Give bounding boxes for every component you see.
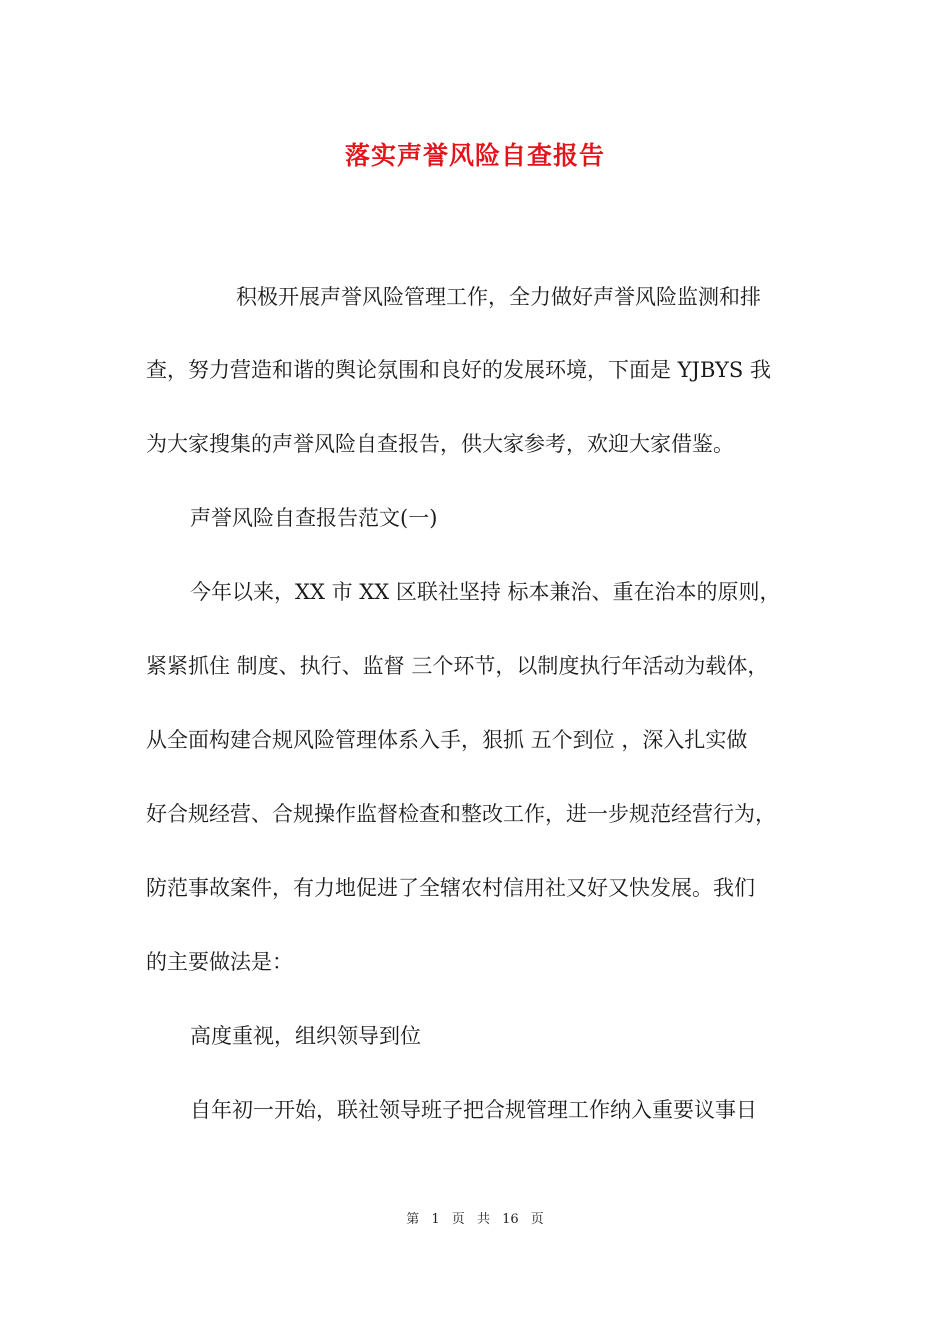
section-heading: 高度重视，组织领导到位: [190, 1024, 421, 1048]
section-heading: 声誉风险自查报告范文(一): [190, 506, 438, 530]
total-prefix: 共: [476, 1212, 490, 1227]
page-current: 1: [431, 1212, 440, 1227]
paragraph-line: 积极开展声誉风险管理工作，全力做好声誉风险监测和排: [236, 285, 761, 309]
page-footer: [0, 1208, 950, 1227]
total-unit: 页: [530, 1212, 544, 1227]
paragraph-line: 自年初一开始，联社领导班子把合规管理工作纳入重要议事日: [190, 1098, 757, 1122]
document-title: 落实声誉风险自查报告: [344, 141, 605, 170]
paragraph-line: 的主要做法是：: [146, 950, 293, 974]
paragraph-line: 好合规经营、合规操作监督检查和整改工作，进一步规范经营行为，: [146, 802, 776, 826]
page-prefix: 第: [406, 1212, 420, 1227]
paragraph-line: 今年以来，XX 市 XX 区联社坚持 标本兼治、重在治本的原则，: [190, 580, 781, 604]
paragraph-line: 为大家搜集的声誉风险自查报告，供大家参考，欢迎大家借鉴。: [146, 432, 734, 456]
page-unit: 页: [451, 1212, 465, 1227]
page-total: 16: [502, 1212, 519, 1227]
paragraph-line: 查，努力营造和谐的舆论氛围和良好的发展环境，下面是 YJBYS 我: [146, 358, 771, 382]
paragraph-line: 紧紧抓住 制度、执行、监督 三个环节，以制度执行年活动为载体，: [146, 654, 769, 678]
paragraph-line: 防范事故案件，有力地促进了全辖农村信用社又好又快发展。我们: [146, 876, 755, 900]
paragraph-line: 从全面构建合规风险管理体系入手，狠抓 五个到位 ，深入扎实做: [146, 728, 748, 752]
